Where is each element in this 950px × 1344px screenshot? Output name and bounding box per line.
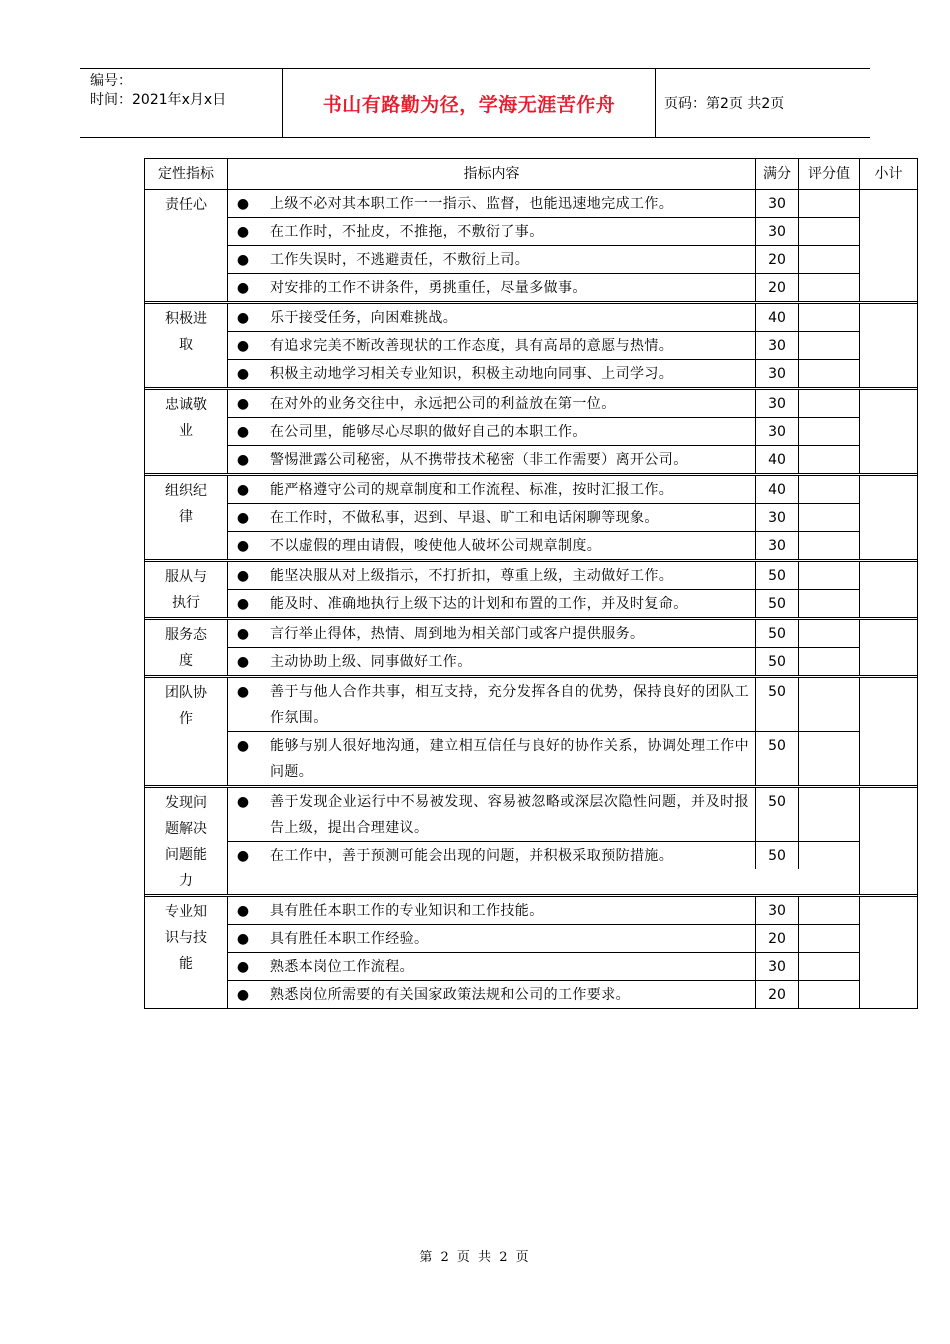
indicator-text: 熟悉岗位所需要的有关国家政策法规和公司的工作要求。 <box>258 981 756 1008</box>
full-score-cell: 20 <box>756 274 799 301</box>
indicator-text: 在工作中，善于预测可能会出现的问题，并积极采取预防措施。 <box>258 842 756 869</box>
score-input-cell[interactable] <box>799 897 859 924</box>
page-footer: 第 2 页 共 2 页 <box>419 1250 531 1265</box>
full-score-cell: 30 <box>756 953 799 980</box>
full-score-cell: 40 <box>756 446 799 473</box>
indicator-text: 具有胜任本职工作的专业知识和工作技能。 <box>258 897 756 924</box>
score-input-cell[interactable] <box>799 274 859 301</box>
table-row <box>228 246 859 274</box>
category-cell: 团队协作 <box>145 678 228 785</box>
table-group <box>145 897 917 1008</box>
table-row <box>228 190 859 218</box>
full-score-cell: 50 <box>756 648 799 675</box>
full-score-cell: 30 <box>756 418 799 445</box>
indicator-text: 乐于接受任务，向困难挑战。 <box>258 304 756 331</box>
full-score-cell: 30 <box>756 332 799 359</box>
full-score-cell: 50 <box>756 788 799 841</box>
bullet-icon: ● <box>236 987 250 1003</box>
full-score-cell: 50 <box>756 590 799 617</box>
bullet-icon: ● <box>236 794 250 810</box>
bullet-icon: ● <box>236 510 250 526</box>
table-row <box>228 953 859 981</box>
table-row <box>228 476 859 504</box>
subtotal-cell[interactable] <box>860 304 917 387</box>
table-group <box>145 190 917 304</box>
bullet-icon: ● <box>236 424 250 440</box>
indicator-text: 善于发现企业运行中不易被发现、容易被忽略或深层次隐性问题，并及时报告上级，提出合理建议。 <box>258 788 756 841</box>
table-group <box>145 304 917 390</box>
bullet-icon: ● <box>236 931 250 947</box>
score-input-cell[interactable] <box>799 678 859 731</box>
score-input-cell[interactable] <box>799 476 859 503</box>
bullet-icon: ● <box>236 903 250 919</box>
table-header-row <box>145 159 917 190</box>
category-cell: 专业知识与技能 <box>145 897 228 1008</box>
indicator-text: 熟悉本岗位工作流程。 <box>258 953 756 980</box>
score-input-cell[interactable] <box>799 732 859 785</box>
bullet-icon: ● <box>236 684 250 700</box>
full-score-cell: 50 <box>756 620 799 647</box>
table-row <box>228 562 859 590</box>
indicator-text: 上级不必对其本职工作一一指示、监督，也能迅速地完成工作。 <box>258 190 756 217</box>
table-row <box>228 332 859 360</box>
score-input-cell[interactable] <box>799 620 859 647</box>
score-input-cell[interactable] <box>799 925 859 952</box>
subtotal-cell[interactable] <box>860 562 917 617</box>
full-score-cell: 30 <box>756 360 799 387</box>
bullet-icon: ● <box>236 252 250 268</box>
subtotal-cell[interactable] <box>860 620 917 675</box>
indicator-text: 能坚决服从对上级指示，不打折扣，尊重上级，主动做好工作。 <box>258 562 756 589</box>
subtotal-cell[interactable] <box>860 788 917 894</box>
table-row <box>228 732 859 785</box>
indicator-text: 善于与他人合作共事，相互支持，充分发挥各自的优势，保持良好的团队工作氛围。 <box>258 678 756 731</box>
full-score-cell: 50 <box>756 562 799 589</box>
column-header-score: 评分值 <box>799 159 860 189</box>
full-score-cell: 50 <box>756 678 799 731</box>
indicator-text: 在工作时，不做私事，迟到、早退、旷工和电话闲聊等现象。 <box>258 504 756 531</box>
score-input-cell[interactable] <box>799 360 859 387</box>
indicator-text: 警惕泄露公司秘密，从不携带技术秘密（非工作需要）离开公司。 <box>258 446 756 473</box>
column-header-subtotal: 小计 <box>874 166 903 182</box>
table-row <box>228 304 859 332</box>
bullet-icon: ● <box>236 366 250 382</box>
full-score-cell: 50 <box>756 732 799 785</box>
bullet-icon: ● <box>236 626 250 642</box>
bullet-icon: ● <box>236 338 250 354</box>
indicator-text: 在公司里，能够尽心尽职的做好自己的本职工作。 <box>258 418 756 445</box>
full-score-cell: 20 <box>756 246 799 273</box>
document-header <box>80 68 870 138</box>
table-row <box>228 446 859 473</box>
column-header-category: 定性指标 <box>145 159 228 189</box>
table-group <box>145 678 917 788</box>
score-input-cell[interactable] <box>799 332 859 359</box>
evaluation-table <box>144 158 918 1009</box>
table-row <box>228 842 859 869</box>
table-row <box>228 981 859 1008</box>
category-cell: 服从与执行 <box>145 562 228 617</box>
subtotal-cell[interactable] <box>860 390 917 473</box>
bullet-icon: ● <box>236 738 250 754</box>
date-label: 时间：2021年x月x日 <box>90 92 227 108</box>
table-row <box>228 590 859 617</box>
subtotal-cell[interactable] <box>860 678 917 785</box>
table-row <box>228 504 859 532</box>
header-page-info: 页码：第2页 共2页 <box>664 96 785 112</box>
header-motto: 书山有路勤为径，学海无涯苦作舟 <box>283 69 656 137</box>
table-group <box>145 476 917 562</box>
score-input-cell[interactable] <box>799 648 859 675</box>
category-cell: 积极进取 <box>145 304 228 387</box>
column-header-full-score: 满分 <box>756 159 799 189</box>
score-input-cell[interactable] <box>799 981 859 1008</box>
score-input-cell[interactable] <box>799 953 859 980</box>
table-row <box>228 678 859 732</box>
score-input-cell[interactable] <box>799 390 859 417</box>
indicator-text: 主动协助上级、同事做好工作。 <box>258 648 756 675</box>
full-score-cell: 30 <box>756 532 799 559</box>
bullet-icon: ● <box>236 280 250 296</box>
full-score-cell: 30 <box>756 504 799 531</box>
full-score-cell: 50 <box>756 842 799 869</box>
score-input-cell[interactable] <box>799 504 859 531</box>
table-row <box>228 532 859 559</box>
indicator-text: 能严格遵守公司的规章制度和工作流程、标准，按时汇报工作。 <box>258 476 756 503</box>
full-score-cell: 30 <box>756 218 799 245</box>
score-input-cell[interactable] <box>799 788 859 841</box>
score-input-cell[interactable] <box>799 418 859 445</box>
bullet-icon: ● <box>236 224 250 240</box>
indicator-text: 不以虚假的理由请假，唆使他人破坏公司规章制度。 <box>258 532 756 559</box>
category-cell: 服务态度 <box>145 620 228 675</box>
table-row <box>228 648 859 675</box>
category-cell: 忠诚敬业 <box>145 390 228 473</box>
table-row <box>228 274 859 301</box>
bullet-icon: ● <box>236 538 250 554</box>
indicator-text: 工作失误时，不逃避责任，不敷衍上司。 <box>258 246 756 273</box>
indicator-text: 能及时、准确地执行上级下达的计划和布置的工作，并及时复命。 <box>258 590 756 617</box>
indicator-text: 在对外的业务交往中，永远把公司的利益放在第一位。 <box>258 390 756 417</box>
indicator-text: 对安排的工作不讲条件，勇挑重任，尽量多做事。 <box>258 274 756 301</box>
score-input-cell[interactable] <box>799 218 859 245</box>
subtotal-cell[interactable] <box>860 190 917 301</box>
table-row <box>228 218 859 246</box>
indicator-text: 在工作时，不扯皮，不推拖，不敷衍了事。 <box>258 218 756 245</box>
score-input-cell[interactable] <box>799 590 859 617</box>
table-row <box>228 788 859 842</box>
category-cell: 组织纪律 <box>145 476 228 559</box>
table-row <box>228 897 859 925</box>
indicator-text: 能够与别人很好地沟通，建立相互信任与良好的协作关系，协调处理工作中问题。 <box>258 732 756 785</box>
bullet-icon: ● <box>236 654 250 670</box>
table-group <box>145 390 917 476</box>
indicator-text: 言行举止得体，热情、周到地为相关部门或客户提供服务。 <box>258 620 756 647</box>
category-cell: 责任心 <box>145 190 228 301</box>
bullet-icon: ● <box>236 568 250 584</box>
full-score-cell: 40 <box>756 476 799 503</box>
bullet-icon: ● <box>236 452 250 468</box>
column-header-content: 指标内容 <box>228 159 756 189</box>
table-group <box>145 562 917 620</box>
category-cell: 发现问题解决问题能力 <box>145 788 228 894</box>
bullet-icon: ● <box>236 596 250 612</box>
table-group <box>145 620 917 678</box>
score-input-cell[interactable] <box>799 562 859 589</box>
serial-number-label: 编号： <box>90 73 132 89</box>
table-row <box>228 390 859 418</box>
bullet-icon: ● <box>236 848 250 864</box>
bullet-icon: ● <box>236 310 250 326</box>
header-meta <box>80 69 283 137</box>
indicator-text: 积极主动地学习相关专业知识，积极主动地向同事、上司学习。 <box>258 360 756 387</box>
subtotal-cell[interactable] <box>860 897 917 1008</box>
bullet-icon: ● <box>236 396 250 412</box>
subtotal-cell[interactable] <box>860 476 917 559</box>
full-score-cell: 30 <box>756 897 799 924</box>
table-row <box>228 620 859 648</box>
indicator-text: 有追求完美不断改善现状的工作态度，具有高昂的意愿与热情。 <box>258 332 756 359</box>
bullet-icon: ● <box>236 959 250 975</box>
full-score-cell: 30 <box>756 190 799 217</box>
score-input-cell[interactable] <box>799 190 859 217</box>
table-row <box>228 360 859 387</box>
score-input-cell[interactable] <box>799 532 859 559</box>
table-row <box>228 418 859 446</box>
score-input-cell[interactable] <box>799 304 859 331</box>
table-row <box>228 925 859 953</box>
full-score-cell: 20 <box>756 925 799 952</box>
score-input-cell[interactable] <box>799 246 859 273</box>
full-score-cell: 40 <box>756 304 799 331</box>
table-group <box>145 788 917 897</box>
bullet-icon: ● <box>236 482 250 498</box>
indicator-text: 具有胜任本职工作经验。 <box>258 925 756 952</box>
bullet-icon: ● <box>236 196 250 212</box>
full-score-cell: 20 <box>756 981 799 1008</box>
full-score-cell: 30 <box>756 390 799 417</box>
score-input-cell[interactable] <box>799 842 859 869</box>
score-input-cell[interactable] <box>799 446 859 473</box>
